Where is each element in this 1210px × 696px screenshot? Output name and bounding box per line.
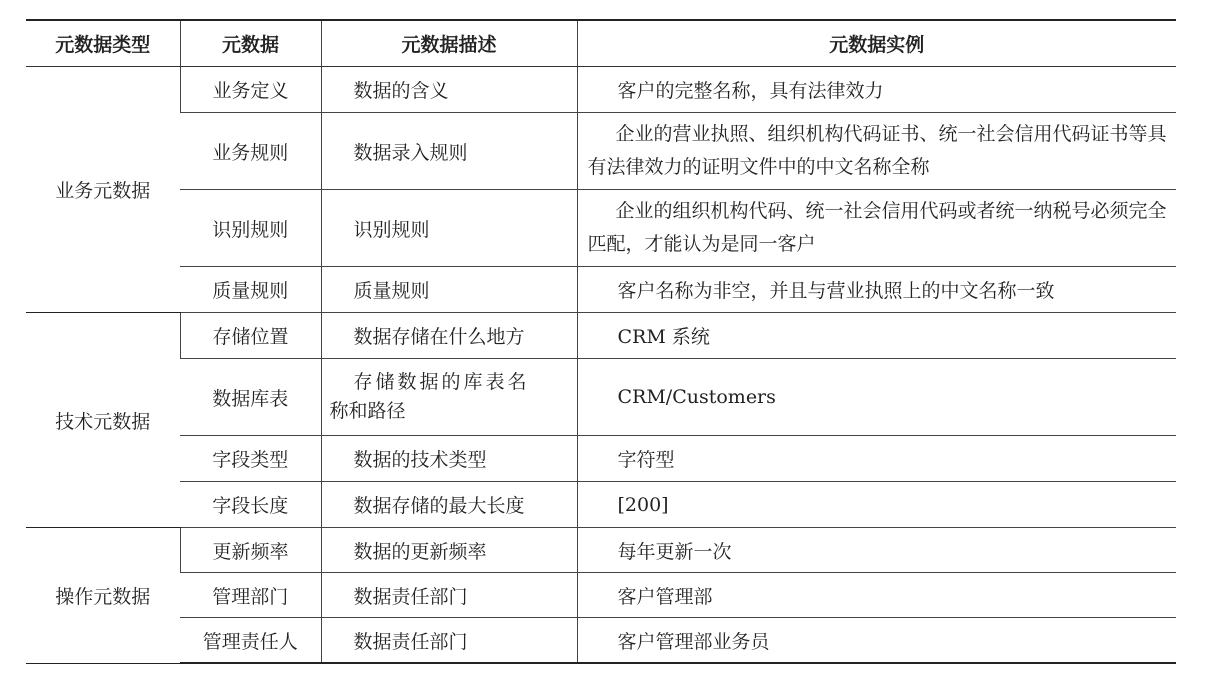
table-row [26,436,1176,482]
metadata-table [26,19,1176,664]
header-metadata-example: 元数据实例 [577,20,1176,67]
example-cell: 每年更新一次 [577,528,1176,573]
description-cell: 数据责任部门 [321,573,577,618]
description-cell: 数据的含义 [321,67,577,113]
metadata-cell: 业务规则 [180,113,321,190]
description-line-1: 存储数据的库表名 [353,371,530,393]
group-type-operational: 操作元数据 [26,528,180,664]
header-metadata-description: 元数据描述 [321,20,577,67]
table-row [26,313,1176,359]
header-row [26,20,1176,67]
description-cell: 数据存储在什么地方 [321,313,577,359]
table-row [26,618,1176,664]
metadata-cell: 管理部门 [180,573,321,618]
example-cell: 客户管理部 [577,573,1176,618]
example-cell: 客户管理部业务员 [577,618,1176,664]
metadata-cell: 存储位置 [180,313,321,359]
metadata-cell: 字段长度 [180,482,321,528]
table-row [26,67,1176,113]
table-row [26,113,1176,190]
description-cell [321,359,577,436]
example-cell: 企业的组织机构代码、统一社会信用代码或者统一纳税号必须完全匹配，才能认为是同一客户 [577,190,1176,267]
example-cell: CRM/Customers [577,359,1176,436]
metadata-cell: 数据库表 [180,359,321,436]
description-cell: 识别规则 [321,190,577,267]
table-row [26,267,1176,313]
metadata-cell: 业务定义 [180,67,321,113]
description-cell: 数据责任部门 [321,618,577,664]
description-cell: 数据存储的最大长度 [321,482,577,528]
description-cell: 数据的更新频率 [321,528,577,573]
description-cell: 质量规则 [321,267,577,313]
description-cell: 数据录入规则 [321,113,577,190]
table-row [26,482,1176,528]
group-type-technical: 技术元数据 [26,313,180,528]
metadata-cell: 识别规则 [180,190,321,267]
table-row [26,190,1176,267]
group-type-business: 业务元数据 [26,67,180,313]
header-metadata: 元数据 [180,20,321,67]
metadata-cell: 质量规则 [180,267,321,313]
metadata-cell: 更新频率 [180,528,321,573]
example-cell: 客户的完整名称，具有法律效力 [577,67,1176,113]
description-line-2: 称和路径 [329,400,406,422]
description-cell: 数据的技术类型 [321,436,577,482]
table-row [26,359,1176,436]
metadata-table-container [26,19,1176,664]
example-cell: 企业的营业执照、组织机构代码证书、统一社会信用代码证书等具有法律效力的证明文件中的中文名称全称 [577,113,1176,190]
header-metadata-type: 元数据类型 [26,20,180,67]
example-cell: CRM 系统 [577,313,1176,359]
table-row [26,528,1176,573]
table-row [26,573,1176,618]
example-cell: [200] [577,482,1176,528]
example-cell: 客户名称为非空，并且与营业执照上的中文名称一致 [577,267,1176,313]
metadata-cell: 管理责任人 [180,618,321,664]
metadata-cell: 字段类型 [180,436,321,482]
example-cell: 字符型 [577,436,1176,482]
